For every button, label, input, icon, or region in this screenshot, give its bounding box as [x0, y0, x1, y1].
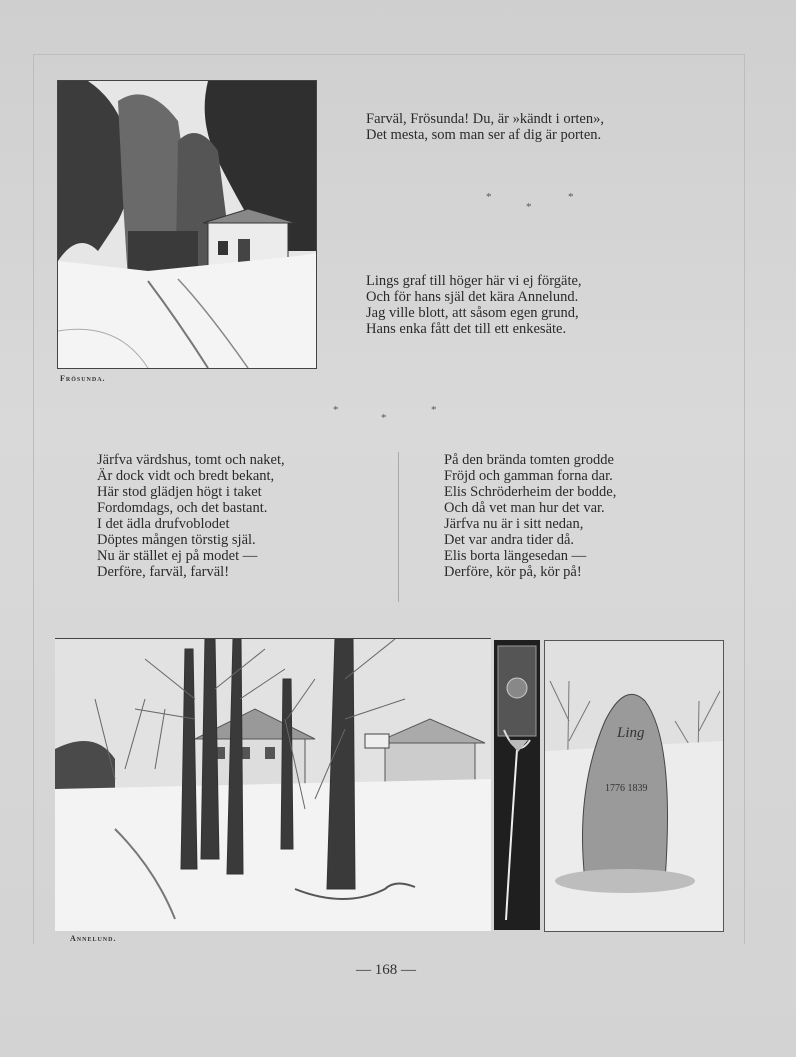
stanza-jarfva-vardshus — [97, 452, 285, 580]
stone-inscription-name: Ling — [617, 725, 645, 741]
frame-left — [33, 54, 34, 944]
stanza4-line: Elis Schröderheim der bodde, — [444, 484, 617, 500]
frosunda-caption: Frösunda. — [60, 374, 106, 383]
stanza2-line: Jag ville blott, att såsom egen grund, — [366, 305, 579, 321]
stanza2-line: Lings graf till höger här vi ej förgäte, — [366, 273, 582, 289]
stanza1-line: Det mesta, som man ser af dig är porten. — [366, 127, 602, 143]
stanza2-line: Hans enka fått det till ett enkesäte. — [366, 321, 567, 337]
sword-banner-illustration — [494, 640, 540, 930]
stanza4-line: Det var andra tider då. — [444, 532, 575, 548]
star-ornament: * — [486, 191, 492, 203]
star-ornament: * — [431, 404, 437, 416]
stanza3-line: Derföre, farväl, farväl! — [97, 564, 230, 580]
stanza-lings-graf — [366, 273, 582, 337]
stanza4-line: På den brända tomten grodde — [444, 452, 614, 468]
stanza3-line: Järfva värdshus, tomt och naket, — [97, 452, 285, 468]
star-ornament: * — [526, 201, 532, 213]
stanza4-line: Derföre, kör på, kör på! — [444, 564, 582, 580]
stanza2-line: Och för hans själ det kära Annelund. — [366, 289, 579, 305]
lings-grave-illustration — [544, 640, 724, 932]
column-divider — [398, 452, 399, 602]
star-ornament: * — [381, 412, 387, 424]
stanza3-line: Här stod glädjen högt i taket — [97, 484, 262, 500]
stanza3-line: Nu är stället ej på modet — — [97, 548, 258, 564]
stanza3-line: Döptes mången törstig själ. — [97, 532, 256, 548]
frame-right — [744, 54, 745, 944]
stone-inscription-years: 1776 1839 — [605, 783, 648, 794]
stanza4-line: Elis borta längesedan — — [444, 548, 587, 564]
page-number: — 168 — — [356, 962, 416, 978]
star-ornament: * — [333, 404, 339, 416]
star-ornament: * — [568, 191, 574, 203]
stanza3-line: Fordomdags, och det bastant. — [97, 500, 268, 516]
frosunda-illustration — [57, 80, 317, 369]
stanza4-line: Och då vet man hur det var. — [444, 500, 605, 516]
stanza4-line: Järfva nu är i sitt nedan, — [444, 516, 584, 532]
frame-top — [33, 54, 745, 55]
stanza1-line: Farväl, Frösunda! Du, är »kändt i orten», — [366, 111, 604, 127]
stanza3-line: Är dock vidt och bredt bekant, — [97, 468, 275, 484]
stanza-farval-frosunda — [366, 111, 604, 143]
annelund-illustration — [55, 638, 491, 931]
stanza4-line: Fröjd och gamman forna dar. — [444, 468, 613, 484]
stanza-branda-tomten — [444, 452, 616, 580]
annelund-caption: Annelund. — [70, 934, 117, 943]
stanza3-line: I det ädla drufvoblodet — [97, 516, 230, 532]
